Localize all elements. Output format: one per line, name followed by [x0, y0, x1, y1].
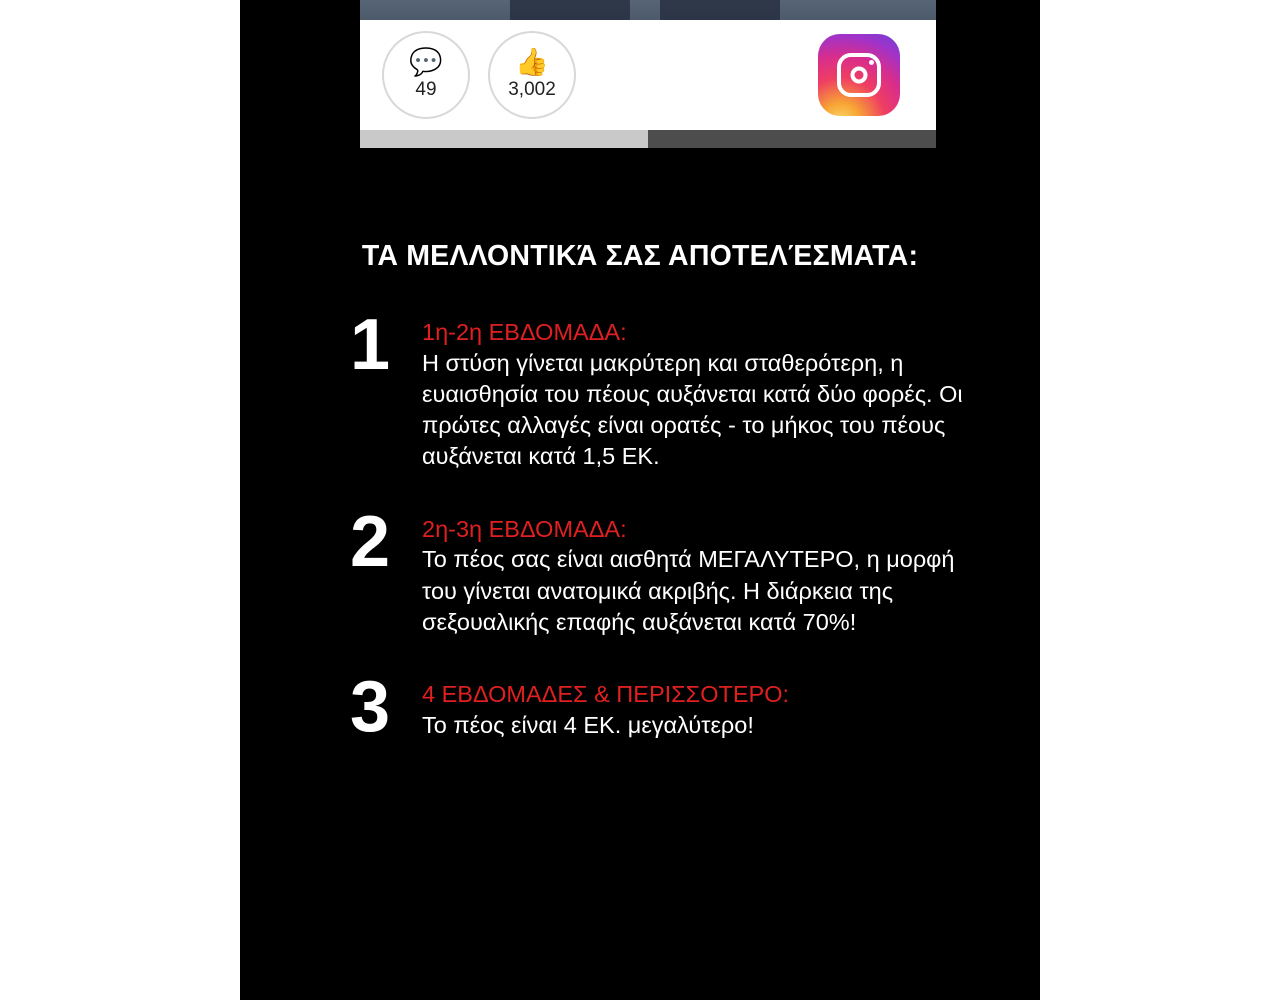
card-footer-left [360, 130, 648, 148]
thumbs-up-icon: 👍 [515, 47, 549, 77]
instagram-icon[interactable] [818, 34, 900, 116]
content-column [240, 0, 1040, 1000]
step-number: 3 [350, 667, 391, 748]
comment-bubble-icon: 💬 [409, 47, 443, 77]
card-footer-bar [360, 130, 936, 148]
page-title: ΤΑ ΜΕΛΛΟΝΤΙΚΆ ΣΑΣ ΑΠΟΤΕΛΈΣΜΑΤΑ: [361, 240, 919, 272]
like-count-badge [488, 31, 576, 119]
list-item [350, 501, 990, 638]
step-title: 2η-3η ΕΒΔΟΜΑΔΑ: [422, 515, 627, 542]
step-number: 2 [350, 501, 391, 582]
photo-shape-left [510, 0, 630, 20]
step-number: 1 [350, 305, 391, 385]
instagram-icon-glyph [837, 53, 881, 97]
step-title: 4 ΕΒΔΟΜΑΔΕΣ & ΠΕΡΙΣΣΟΤΕΡΟ: [422, 681, 790, 708]
step-text: Το πέος σας είναι αισθητά ΜΕΓΑΛΥΤΕΡΟ, η μορφή του γίνεται ανατομικά ακριβής. Η διάρκεια της σεξουαλικής επαφής αυξάνεται κατά 70%! [422, 546, 955, 635]
list-item [350, 305, 990, 473]
step-title: 1η-2η ΕΒΔΟΜΑΔΑ: [422, 319, 627, 345]
card-footer-right [648, 130, 936, 148]
step-text: Το πέος είναι 4 ΕΚ. μεγαλύτερο! [422, 711, 754, 738]
step-body [422, 312, 990, 473]
step-text: Η στύση γίνεται μακρύτερη και σταθερότερη, η ευαισθησία του πέους αυξάνεται κατά δύο φορές. Οι πρώτες αλλαγές είναι ορατές - το μήκος του πέους αυξάνεται κατά 1,5 ΕΚ. [422, 349, 963, 470]
card-stats-bar [360, 20, 936, 130]
step-body [422, 674, 990, 741]
card-photo [360, 0, 936, 20]
list-item [350, 667, 990, 748]
like-count-value: 3,002 [508, 79, 556, 100]
photo-shape-right [660, 0, 780, 20]
social-proof-card [360, 0, 936, 148]
comment-count-badge [382, 31, 470, 119]
step-body [422, 509, 990, 638]
comment-count-value: 49 [415, 79, 437, 100]
results-timeline-list [350, 305, 990, 777]
